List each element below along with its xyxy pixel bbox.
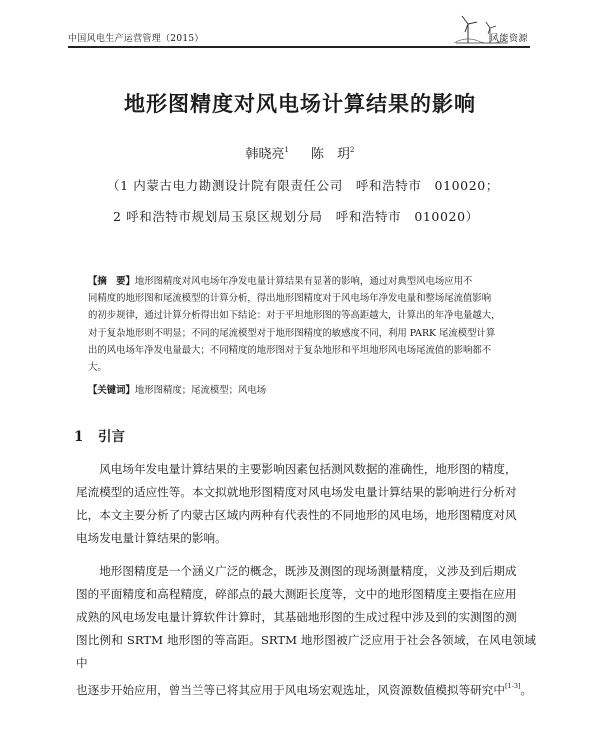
keywords-text: 地形图精度；尾流模型；风电场: [134, 385, 267, 396]
author-name: 韩晓亮: [245, 147, 285, 162]
keywords: [88, 382, 540, 396]
running-header: [68, 18, 530, 50]
body-line: 成熟的风电场发电量计算软件计算时，其基础地形图的生成过程中涉及到的实测图的测: [76, 610, 517, 624]
body-paragraph: [76, 458, 536, 550]
author-list: [0, 143, 600, 162]
section-heading: [74, 425, 125, 445]
paper-title: 地形图精度对风电场计算结果的影响: [124, 91, 476, 116]
header-divider: [68, 46, 530, 48]
citation-reference: [1-3]: [504, 682, 521, 690]
body-line: 电场发电量计算结果的影响。: [76, 531, 227, 545]
abstract-line: 地形图精度对风电场年净发电量计算结果有显著的影响，通过对典型风电场应用不: [134, 276, 473, 287]
body-line: 图的平面精度和高程精度，碎部点的最大测距长度等，文中的地形图精度主要指在应用: [76, 587, 517, 601]
section-title: 引言: [98, 429, 125, 445]
section-name: 风能资源: [489, 34, 528, 44]
body-line: 风电场年发电量计算结果的主要影响因素包括测风数据的准确性，地形图的精度，: [99, 462, 517, 476]
abstract-label: 【摘 要】: [88, 276, 135, 287]
body-line: 也逐步开始应用，曾当兰等已将其应用于风电场宏观选址，风资源数值模拟等研究中: [76, 683, 505, 697]
journal-name: 中国风电生产运营管理（2015）: [68, 34, 204, 44]
author-name: 陈 玥: [311, 147, 351, 162]
body-line: 图比例和 SRTM 地形图的等高距。SRTM 地形图被广泛应用于社会各领域，在风电领域中: [76, 633, 536, 670]
author-affiliation-marker: 1: [284, 146, 289, 154]
abstract-line: 同精度的地形图和尾流模型的计算分析，得出地形图精度对于风电场年净发电量和整场尾流值影响: [88, 293, 492, 305]
abstract: [88, 273, 540, 376]
keywords-label: 【关键词】: [88, 385, 135, 396]
abstract-line: 的初步规律，通过计算分析得出如下结论：对于平坦地形图的等高距越大，计算出的年净电量越大，: [88, 310, 501, 322]
abstract-line: 对于复杂地形则不明显；不同的尾流模型对于地形图精度的敏感度不同，利用 PARK 尾流模型计算: [88, 327, 496, 339]
body-line: 地形图精度是一个涵义广泛的概念，既涉及测图的现场测量精度，义涉及到后期成: [99, 564, 517, 578]
body-paragraph: [76, 560, 536, 702]
abstract-line: 出的风电场年净发电量最大；不同精度的地形图对于复杂地形和平坦地形风电场尾流值的影响都不: [88, 344, 492, 356]
body-line: 尾流模型的适应性等。本文拟就地形图精度对风电场发电量计算结果的影响进行分析对: [76, 485, 517, 499]
section-number: 1: [74, 429, 84, 445]
sentence-end: 。: [520, 683, 533, 697]
abstract-line: 大。: [88, 362, 107, 374]
affiliation-line: 2 呼和浩特市规划局玉泉区规划分局 呼和浩特市 010020）: [113, 209, 479, 224]
author-affiliation-marker: 2: [350, 146, 355, 154]
affiliation-line: （1 内蒙古电力勘测设计院有限责任公司 呼和浩特市 010020；: [107, 178, 499, 193]
body-line: 比，本文主要分析了内蒙古区域内两种有代表性的不同地形的风电场，地形图精度对风: [76, 508, 517, 522]
